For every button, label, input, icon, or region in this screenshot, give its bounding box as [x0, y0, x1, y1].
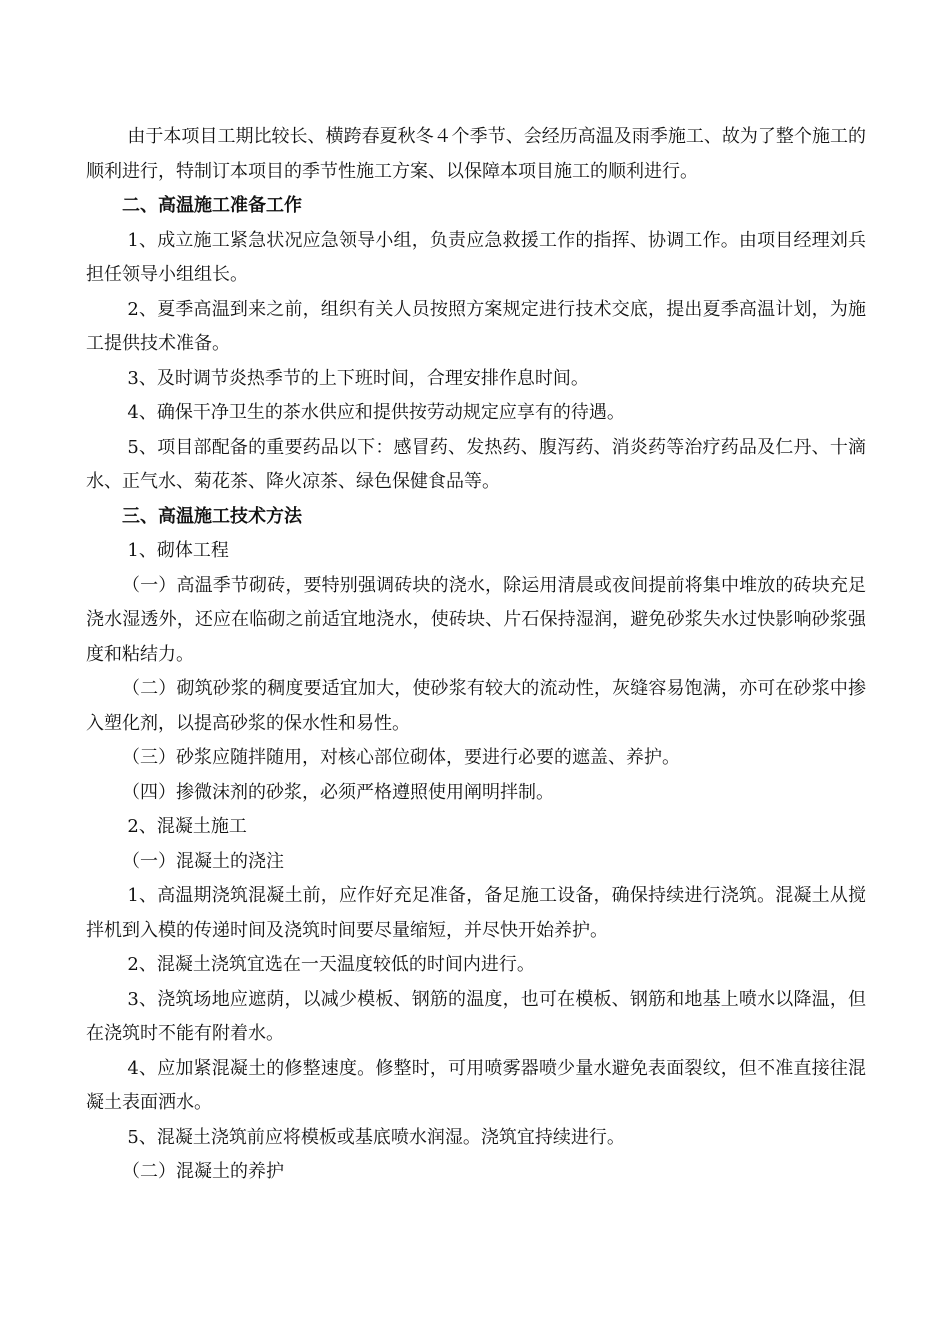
document-body [86, 120, 866, 1190]
paragraph: （三）砂浆应随拌随用，对核心部位砌体，要进行必要的遮盖、养护。 [122, 747, 680, 768]
intro-paragraph: 由于本项目工期比较长、横跨春夏秋冬４个季节、会经历高温及雨季施工、故为了整个施工的顺利进行，特制订本项目的季节性施工方案、以保障本项目施工的顺利进行。 [86, 126, 866, 182]
subsection-title-curing: （二）混凝土的养护 [122, 1161, 284, 1182]
section-heading-high-temp-prep: 二、高温施工准备工作 [122, 195, 302, 216]
paragraph: 3、及时调节炎热季节的上下班时间，合理安排作息时间。 [127, 367, 589, 389]
subsection-title-pouring: （一）混凝土的浇注 [122, 850, 284, 872]
paragraph: 1、成立施工紧急状况应急领导小组，负责应急救援工作的指挥、协调工作。由项目经理刘兵担任领导小组组长。 [86, 229, 866, 285]
section-heading-high-temp-methods: 三、高温施工技术方法 [122, 505, 302, 527]
paragraph: 2、混凝土浇筑宜选在一天温度较低的时间内进行。 [127, 954, 535, 975]
paragraph: 2、夏季高温到来之前，组织有关人员按照方案规定进行技术交底，提出夏季高温计划，为施工提供技术准备。 [86, 298, 866, 354]
paragraph: （四）掺微沫剂的砂浆，必须严格遵照使用阐明拌制。 [122, 781, 554, 803]
subsection-title-concrete: 2、混凝土施工 [127, 816, 247, 837]
paragraph: 1、高温期浇筑混凝土前，应作好充足准备，备足施工设备，确保持续进行浇筑。混凝土从搅拌机到入模的传递时间及浇筑时间要尽量缩短，并尽快开始养护。 [86, 885, 866, 941]
paragraph: 5、项目部配备的重要药品以下：感冒药、发热药、腹泻药、消炎药等治疗药品及仁丹、十滴水、正气水、菊花茶、降火凉茶、绿色保健食品等。 [86, 436, 866, 492]
paragraph: 5、混凝土浇筑前应将模板或基底喷水润湿。浇筑宜持续进行。 [127, 1126, 625, 1148]
paragraph: 4、确保干净卫生的茶水供应和提供按劳动规定应享有的待遇。 [127, 402, 625, 423]
paragraph: （二）砌筑砂浆的稠度要适宜加大，使砂浆有较大的流动性，灰缝容易饱满，亦可在砂浆中掺入塑化剂，以提高砂浆的保水性和易性。 [86, 678, 866, 734]
paragraph: 4、应加紧混凝土的修整速度。修整时，可用喷雾器喷少量水避免表面裂纹，但不准直接往混凝土表面洒水。 [86, 1057, 866, 1113]
paragraph: （一）高温季节砌砖，要特别强调砖块的浇水，除运用清晨或夜间提前将集中堆放的砖块充足浇水湿透外，还应在临砌之前适宜地浇水，使砖块、片石保持湿润，避免砂浆失水过快影响砂浆强度和粘结力。 [86, 574, 866, 665]
subsection-title-masonry: 1、砌体工程 [127, 540, 229, 561]
paragraph: 3、浇筑场地应遮荫，以减少模板、钢筋的温度，也可在模板、钢筋和地基上喷水以降温，但在浇筑时不能有附着水。 [86, 988, 866, 1044]
